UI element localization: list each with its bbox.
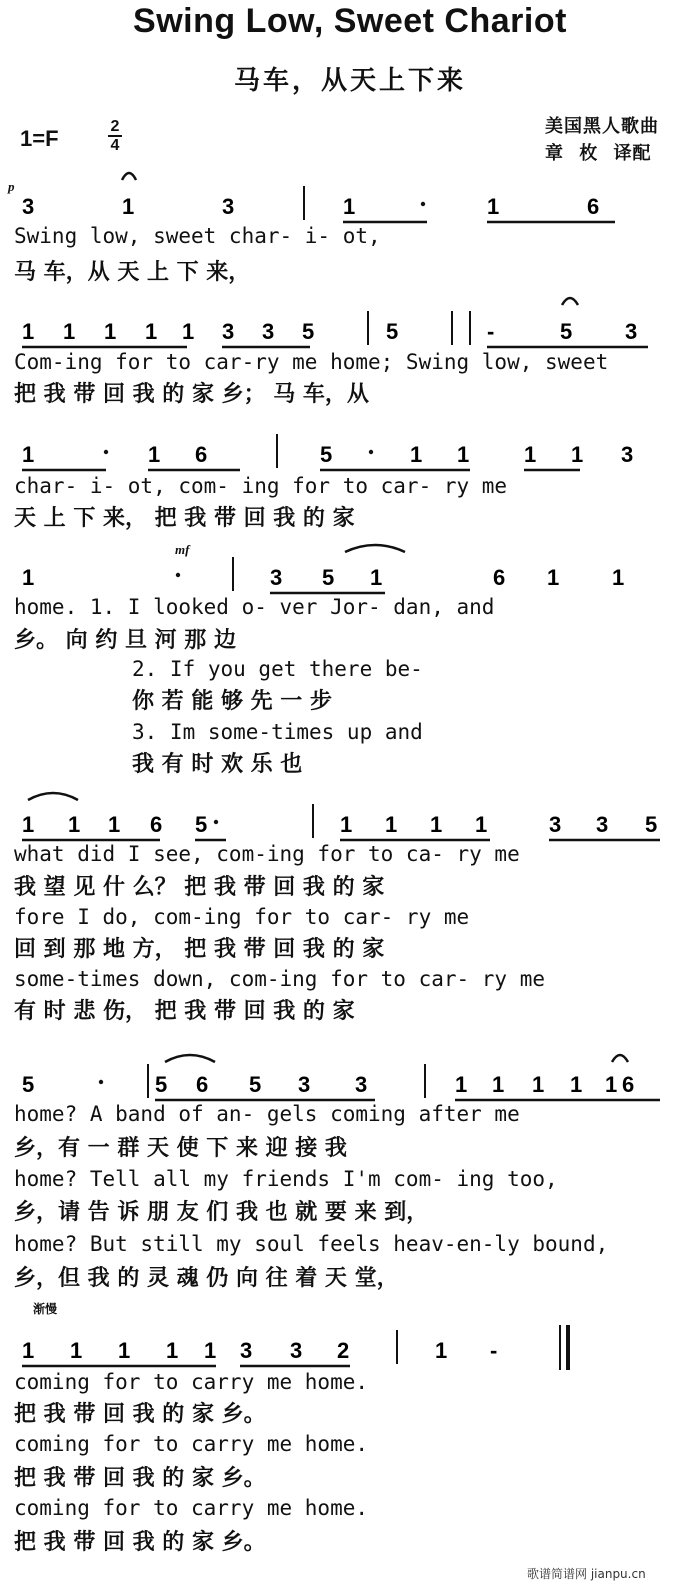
note-1: 1 — [118, 1338, 131, 1363]
note-5: 5 — [249, 1072, 262, 1097]
note-1: 1 — [571, 442, 584, 467]
note-1: 1 — [532, 1072, 545, 1097]
lyric-line-en: 3. Im some-times up and — [132, 720, 423, 744]
lyric-line-en: some-times down, com-ing for to car- ry me — [14, 967, 546, 991]
lyric-line-en: home? Tell all my friends I'm com- ing too, — [14, 1167, 558, 1191]
note-dot — [369, 450, 373, 454]
note-1: 1 — [547, 565, 560, 590]
note-3: 3 — [22, 194, 35, 219]
note-5: 5 — [22, 1072, 35, 1097]
note-1: 1 — [410, 442, 423, 467]
note-dot — [99, 1080, 103, 1084]
note-1: 1 — [435, 1338, 448, 1363]
meter-top: 2 — [110, 118, 120, 135]
note-3: 3 — [625, 319, 638, 344]
note-3: 3 — [290, 1338, 303, 1363]
lyric-line-en: home. 1. I looked o- ver Jor- dan, and — [14, 595, 495, 619]
fermata-arc — [612, 1055, 628, 1062]
note-6: 6 — [587, 194, 600, 219]
lyric-line-zh: 乡，有 一 群 天 使 下 来 迎 接 我 — [14, 1136, 347, 1161]
note-1: 1 — [570, 1072, 583, 1097]
tempo-marking: 渐慢 — [33, 1302, 58, 1316]
lyric-line-zh: 把 我 带 回 我 的 家 乡。 — [14, 1530, 266, 1555]
note-5: 5 — [302, 319, 315, 344]
note-3: 3 — [270, 565, 283, 590]
lyric-line-zh: 马 车，从 天 上 下 来， — [14, 260, 251, 285]
lyric-line-zh: 把 我 带 回 我 的 家 乡。 — [14, 1466, 266, 1491]
note-3: 3 — [549, 812, 562, 837]
credit-translator: 章 枚 译配 — [545, 143, 652, 164]
note-6: 6 — [150, 812, 163, 837]
lyric-line-en: coming for to carry me home. — [14, 1496, 369, 1520]
note-1: 1 — [22, 812, 35, 837]
note-1: 1 — [70, 1338, 83, 1363]
dynamic-mf: mf — [175, 542, 190, 557]
note-5: 5 — [386, 319, 399, 344]
note-3: 3 — [222, 319, 235, 344]
dynamic-p: p — [8, 179, 15, 194]
note-1: 1 — [63, 319, 76, 344]
note-1: 1 — [22, 319, 35, 344]
note-3: 3 — [621, 442, 634, 467]
credit-origin: 美国黑人歌曲 — [545, 116, 659, 137]
lyric-line-zh: 把 我 带 回 我 的 家 乡。 — [14, 1402, 266, 1427]
lyric-line-zh: 回 到 那 地 方， 把 我 带 回 我 的 家 — [14, 937, 385, 962]
slur-arc — [165, 1055, 215, 1062]
note-1: 1 — [343, 194, 356, 219]
note-1: 1 — [430, 812, 443, 837]
note-1: 1 — [166, 1338, 179, 1363]
note-6: 6 — [196, 1072, 209, 1097]
note-1: 1 — [145, 319, 158, 344]
lyric-line-en: coming for to carry me home. — [14, 1370, 369, 1394]
lyric-line-zh: 我 望 见 什 么？ 把 我 带 回 我 的 家 — [14, 875, 385, 900]
note-1: 1 — [182, 319, 195, 344]
note-3: 3 — [240, 1338, 253, 1363]
watermark: 歌谱简谱网 jianpu.cn — [527, 1567, 646, 1581]
note-1: 1 — [605, 1072, 618, 1097]
lyric-line-zh: 乡，但 我 的 灵 魂 仍 向 往 着 天 堂， — [14, 1266, 399, 1291]
lyric-line-en: 2. If you get there be- — [132, 657, 423, 681]
note--: - — [490, 1338, 498, 1363]
lyric-line-zh: 我 有 时 欢 乐 也 — [132, 752, 303, 777]
lyric-line-en: coming for to carry me home. — [14, 1432, 369, 1456]
note-1: 1 — [22, 1338, 35, 1363]
note-5: 5 — [645, 812, 658, 837]
note-5: 5 — [155, 1072, 168, 1097]
note--: - — [487, 319, 495, 344]
note-1: 1 — [104, 319, 117, 344]
note-1: 1 — [524, 442, 537, 467]
lyric-line-en: home? A band of an- gels coming after me — [14, 1102, 520, 1126]
lyric-line-en: home? But still my soul feels heav-en-ly bound, — [14, 1232, 609, 1256]
note-1: 1 — [455, 1072, 468, 1097]
lyric-line-zh: 乡。 向 约 旦 河 那 边 — [14, 628, 236, 653]
lyric-line-zh: 天 上 下 来， 把 我 带 回 我 的 家 — [14, 506, 355, 531]
lyric-line-zh: 你 若 能 够 先 一 步 — [132, 689, 332, 714]
note-dot — [421, 202, 425, 206]
fermata-arc — [122, 173, 136, 180]
meter-bottom: 4 — [108, 135, 122, 154]
note-6: 6 — [622, 1072, 635, 1097]
lyric-line-en: Swing low, sweet char- i- ot, — [14, 224, 381, 248]
note-1: 1 — [22, 565, 35, 590]
note-3: 3 — [262, 319, 275, 344]
note-dot — [104, 450, 108, 454]
note-5: 5 — [322, 565, 335, 590]
note-3: 3 — [298, 1072, 311, 1097]
note-1: 1 — [457, 442, 470, 467]
note-1: 1 — [204, 1338, 217, 1363]
note-3: 3 — [222, 194, 235, 219]
note-5: 5 — [560, 319, 573, 344]
note-1: 1 — [340, 812, 353, 837]
lyric-line-en: what did I see, com-ing for to ca- ry me — [14, 842, 520, 866]
lyric-line-en: char- i- ot, com- ing for to car- ry me — [14, 474, 508, 498]
note-6: 6 — [195, 442, 208, 467]
lyric-line-zh: 有 时 悲 伤， 把 我 带 回 我 的 家 — [14, 999, 355, 1024]
note-1: 1 — [492, 1072, 505, 1097]
slur-arc — [28, 793, 78, 800]
note-1: 1 — [22, 442, 35, 467]
note-1: 1 — [108, 812, 121, 837]
note-1: 1 — [370, 565, 383, 590]
note-1: 1 — [68, 812, 81, 837]
note-1: 1 — [612, 565, 625, 590]
note-5: 5 — [320, 442, 333, 467]
note-3: 3 — [596, 812, 609, 837]
note-3: 3 — [355, 1072, 368, 1097]
slur-arc — [345, 545, 405, 552]
key-signature: 1=F — [20, 126, 59, 151]
song-title: Swing Low, Sweet Chariot — [133, 2, 567, 40]
note-5: 5 — [195, 812, 208, 837]
note-2: 2 — [337, 1338, 350, 1363]
note-1: 1 — [148, 442, 161, 467]
note-1: 1 — [475, 812, 488, 837]
note-1: 1 — [385, 812, 398, 837]
lyric-line-zh: 乡，请 告 诉 朋 友 们 我 也 就 要 来 到， — [14, 1200, 429, 1225]
note-1: 1 — [122, 194, 135, 219]
lyric-line-en: Com-ing for to car-ry me home; Swing low, sweet — [14, 350, 609, 374]
lyric-line-zh: 把 我 带 回 我 的 家 乡； 马 车，从 — [14, 382, 369, 407]
fermata-arc — [562, 298, 578, 305]
lyric-line-en: fore I do, com-ing for to car- ry me — [14, 905, 470, 929]
note-dot — [214, 820, 218, 824]
note-dot — [176, 573, 180, 577]
note-6: 6 — [493, 565, 506, 590]
song-subtitle: 马车，从天上下来 — [233, 66, 466, 96]
note-1: 1 — [487, 194, 500, 219]
